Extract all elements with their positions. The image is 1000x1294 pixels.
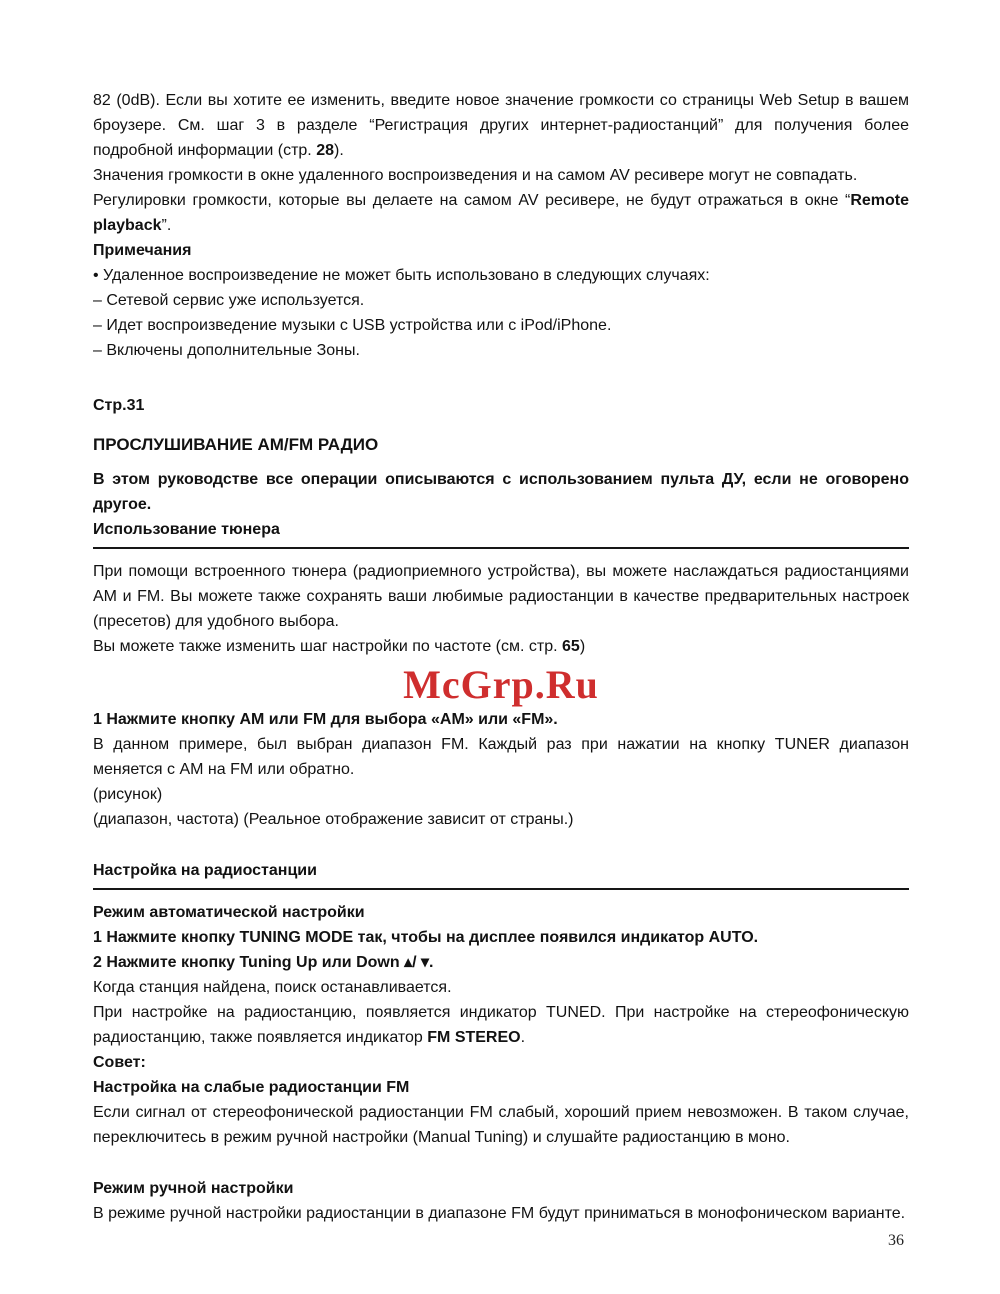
auto-mode-heading: Режим автоматической настройки: [93, 904, 365, 921]
manual-mode-heading: Режим ручной настройки: [93, 1180, 294, 1197]
note-item: – Идет воспроизведение музыки с USB устройства или с iPod/iPhone.: [93, 317, 612, 334]
text-run: ).: [333, 142, 344, 159]
weak-stations-heading: Настройка на слабые радиостанции FM: [93, 1079, 410, 1096]
text-run: Регулировки громкости, которые вы делаете на самом AV ресивере, не будут отражаться в окне “: [93, 192, 851, 209]
subsection-tuner-usage: [93, 517, 909, 549]
text-run: ”.: [161, 217, 172, 234]
auto-step-1: 1 Нажмите кнопку TUNING MODE так, чтобы на дисплее появился индикатор AUTO.: [93, 929, 759, 946]
paragraph-frequency-step: [93, 634, 909, 659]
step-am-fm: 1 Нажмите кнопку AM или FM для выбора «AM» или «FM».: [93, 711, 558, 728]
tuner-usage-heading: Использование тюнера: [93, 521, 280, 538]
note-item: • Удаленное воспроизведение не может быть использовано в следующих случаях:: [93, 267, 710, 284]
horizontal-rule: [93, 888, 909, 890]
paragraph-tuner-intro: При помощи встроенного тюнера (радиоприемного устройства), вы можете наслаждаться радиостанциями AM и FM. Вы можете также сохранять ваши любимые радиостанции в качестве предварительных настроек (пресетов) для удобного выбора.: [93, 563, 909, 630]
notes-heading: Примечания: [93, 242, 192, 259]
text-run-bold: 28: [316, 142, 334, 159]
paragraph-step-note: В данном примере, был выбран диапазон FM. Каждый раз при нажатии на кнопку TUNER диапазон меняется с AM на FM или обратно.: [93, 736, 909, 778]
text-run: 82 (0dB). Если вы хотите ее изменить, введите новое значение громкости со страницы Web Setup в вашем броузере. См. шаг 3 в разделе “Регистрация других интернет-радиостанций” для получения более подробной информации (стр.: [93, 92, 909, 159]
paragraph-weak-stations: Если сигнал от стереофонической радиостанции FM слабый, хороший прием невозможен. В таком случае, переключитесь в режим ручной настройки (Manual Tuning) и слушайте радиостанцию в моно.: [93, 1104, 909, 1146]
tip-heading: Совет:: [93, 1054, 146, 1071]
paragraph-volume-setup: [93, 88, 909, 163]
paragraph-search-stops: Когда станция найдена, поиск останавливается.: [93, 979, 452, 996]
text-run: .: [520, 1029, 526, 1046]
paragraph-volume-mismatch: Значения громкости в окне удаленного воспроизведения и на самом AV ресивере могут не совпадать.: [93, 167, 858, 184]
text-run-bold: Remote playback: [93, 192, 909, 234]
note-item: – Сетевой сервис уже используется.: [93, 292, 365, 309]
figure-caption: (диапазон, частота) (Реальное отображение зависит от страны.): [93, 811, 574, 828]
subsection-tuning: [93, 858, 909, 890]
text-run-bold: 65: [562, 638, 580, 655]
page-content: [93, 88, 909, 1226]
text-run: При настройке на радиостанцию, появляется индикатор TUNED. При настройке на стереофоническую радиостанцию, также появляется индикатор: [93, 1004, 909, 1046]
mcgrp-watermark: McGrp.Ru: [403, 662, 599, 707]
paragraph-tuned-indicator: [93, 1000, 909, 1050]
tuning-heading: Настройка на радиостанции: [93, 862, 317, 879]
page-number: 36: [888, 1232, 904, 1249]
auto-step-2: 2 Нажмите кнопку Tuning Up или Down ▴/ ▾.: [93, 954, 434, 971]
text-run-bold: FM STEREO: [427, 1029, 521, 1046]
note-item: – Включены дополнительные Зоны.: [93, 342, 360, 359]
figure-placeholder: (рисунок): [93, 786, 163, 803]
text-run: ): [579, 638, 586, 655]
page-ref: Стр.31: [93, 397, 145, 414]
horizontal-rule: [93, 547, 909, 549]
text-run: Вы можете также изменить шаг настройки по частоте (см. стр.: [93, 638, 563, 655]
paragraph-manual-mode: В режиме ручной настройки радиостанции в диапазоне FM будут приниматься в монофоническом варианте.: [93, 1205, 906, 1222]
section-title: ПРОСЛУШИВАНИЕ AM/FM РАДИО: [93, 435, 379, 454]
intro-note: В этом руководстве все операции описываются с использованием пульта ДУ, если не оговорено другое.: [93, 471, 909, 513]
paragraph-remote-playback: [93, 188, 909, 238]
